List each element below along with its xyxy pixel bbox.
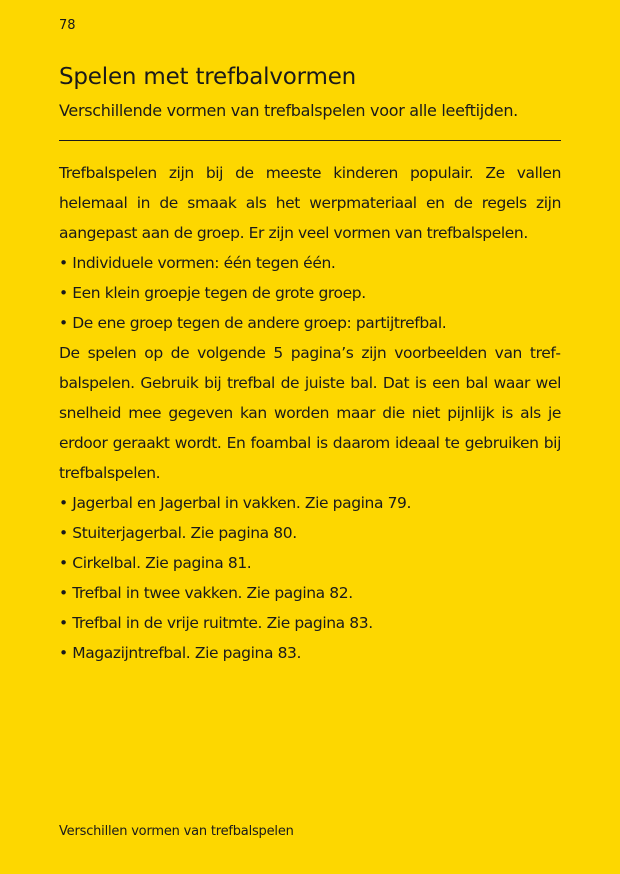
list-item: • De ene groep tegen de andere groep: partijtrefbal. — [59, 314, 447, 332]
body-text — [59, 158, 561, 668]
explanation-paragraph: De spelen op de volgende 5 pagina’s zijn voorbeelden van trefbalspelen. Gebruik bij trefbal de juiste bal. Dat is een bal waar wel snelheid mee gegeven kan worden maar die niet pijnlijk is als je erdoor geraakt wordt. En foambal is daarom ideaal te gebruiken bij trefbalspelen. — [59, 344, 561, 482]
list-item: • Jagerbal en Jagerbal in vakken. Zie pagina 79. — [59, 494, 412, 512]
list-item: • Stuiterjagerbal. Zie pagina 80. — [59, 524, 297, 542]
page-number: 78 — [59, 18, 76, 33]
page-subtitle: Verschillende vormen van trefbalspelen voor alle leeftijden. — [59, 101, 518, 120]
list-item: • Magazijntrefbal. Zie pagina 83. — [59, 644, 302, 662]
list-item: • Trefbal in de vrije ruitmte. Zie pagina 83. — [59, 614, 373, 632]
games-list — [59, 488, 561, 668]
divider — [59, 140, 561, 141]
running-footer: Verschillen vormen van trefbalspelen — [59, 824, 294, 839]
forms-list — [59, 248, 561, 338]
list-item: • Cirkelbal. Zie pagina 81. — [59, 554, 252, 572]
list-item: • Trefbal in twee vakken. Zie pagina 82. — [59, 584, 353, 602]
list-item: • Individuele vormen: één tegen één. — [59, 254, 336, 272]
page-title: Spelen met trefbalvormen — [59, 64, 357, 90]
list-item: • Een klein groepje tegen de grote groep. — [59, 284, 366, 302]
intro-paragraph: Trefbalspelen zijn bij de meeste kinderen populair. Ze vallen helemaal in de smaak als het werpmateriaal en de regels zijn aangepast aan de groep. Er zijn veel vormen van trefbalspelen. — [59, 164, 561, 242]
